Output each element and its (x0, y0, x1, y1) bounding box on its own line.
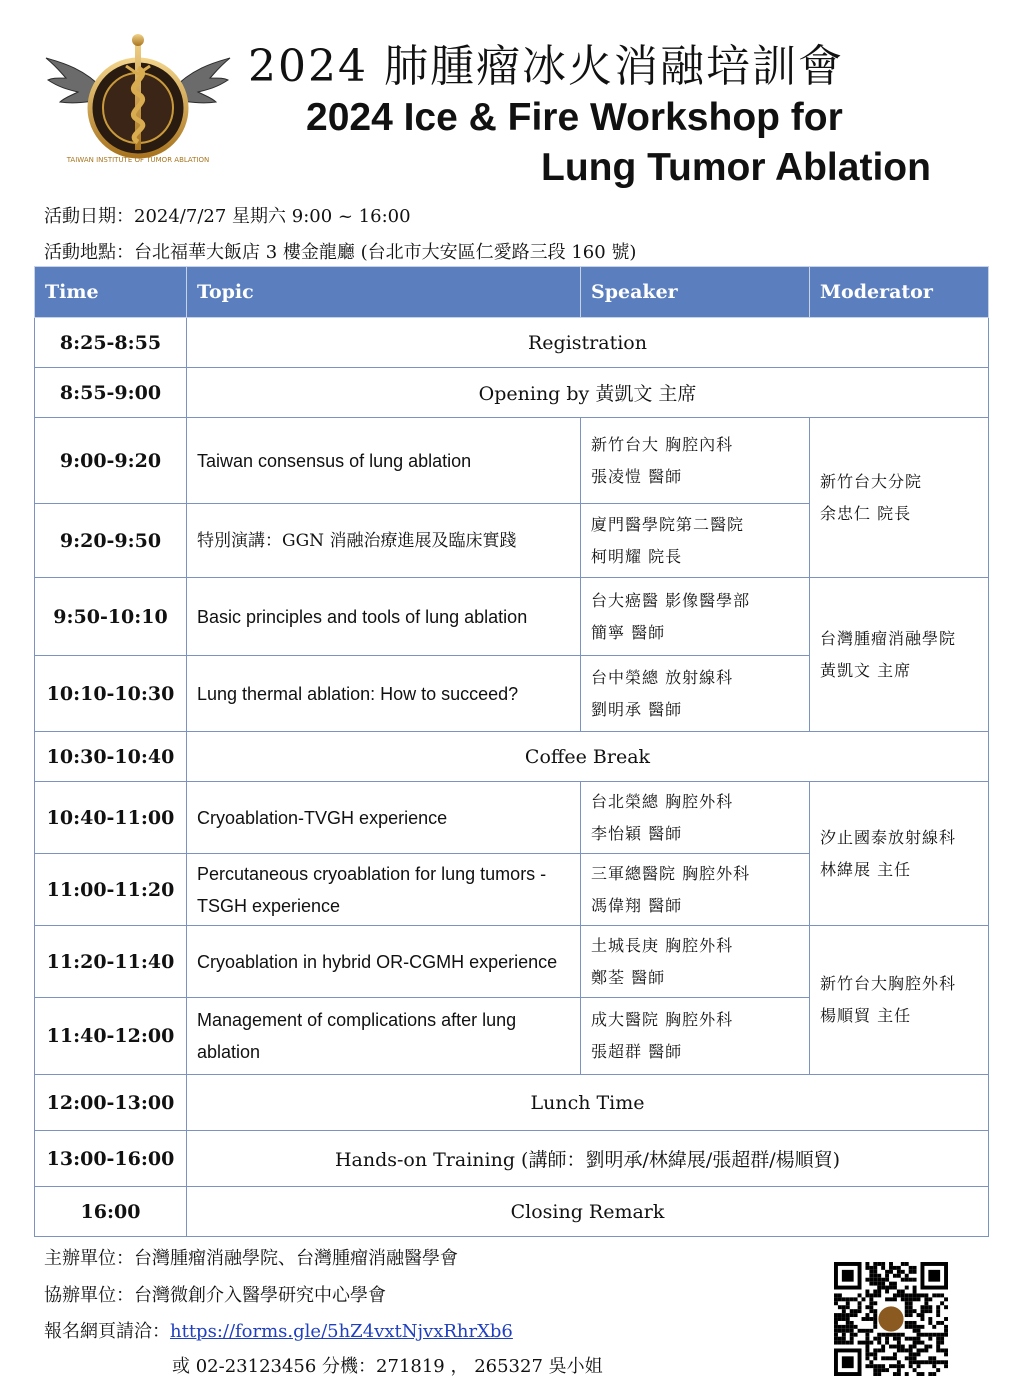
time-cell: 11:20-11:40 (35, 926, 187, 998)
speaker-affiliation: 台大癌醫 影像醫學部 (591, 590, 751, 610)
speaker-cell (581, 998, 810, 1075)
header-moderator: Moderator (810, 267, 989, 318)
moderator-cell (810, 926, 989, 1075)
table-row (35, 782, 989, 854)
table-header-row (35, 267, 989, 318)
speaker-name: 李怡穎 醫師 (591, 823, 683, 843)
time-cell: 8:25-8:55 (35, 318, 187, 368)
time-cell: 16:00 (35, 1187, 187, 1237)
session-cell: Coffee Break (187, 732, 989, 782)
registration (44, 1317, 513, 1343)
session-cell: Hands-on Training (講師：劉明承/林緯展/張超群/楊順貿) (187, 1131, 989, 1187)
topic-cell: 特別演講：GGN 消融治療進展及臨床實踐 (187, 504, 581, 578)
time-cell: 9:50-10:10 (35, 578, 187, 656)
registration-label: 報名網頁請洽： (44, 1321, 170, 1342)
moderator-cell (810, 578, 989, 732)
topic-cell: Management of complications after lung ablation (187, 998, 581, 1075)
topic-cell: Basic principles and tools of lung ablation (187, 578, 581, 656)
header-speaker: Speaker (581, 267, 810, 318)
moderator-cell (810, 418, 989, 578)
speaker-name: 簡寧 醫師 (591, 622, 666, 642)
time-cell: 9:00-9:20 (35, 418, 187, 504)
header-topic: Topic (187, 267, 581, 318)
registration-qr-code[interactable] (834, 1262, 948, 1376)
topic-cell: Taiwan consensus of lung ablation (187, 418, 581, 504)
speaker-cell (581, 504, 810, 578)
speaker-cell (581, 656, 810, 732)
speaker-cell (581, 854, 810, 926)
speaker-cell (581, 418, 810, 504)
time-cell: 9:20-9:50 (35, 504, 187, 578)
topic-cell: Cryoablation in hybrid OR-CGMH experience (187, 926, 581, 998)
table-row (35, 1131, 989, 1187)
speaker-name: 鄭荃 醫師 (591, 967, 666, 987)
speaker-name: 張超群 醫師 (591, 1042, 683, 1061)
topic-cell: Cryoablation-TVGH experience (187, 782, 581, 854)
moderator-affiliation: 汐止國泰放射線科 (820, 827, 957, 847)
time-cell: 10:30-10:40 (35, 732, 187, 782)
event-venue: 活動地點：台北福華大飯店 3 樓金龍廳 (台北市大安區仁愛路三段 160 號) (44, 242, 637, 263)
co-organizer: 協辦單位：台灣微創介入醫學研究中心學會 (44, 1285, 386, 1306)
time-cell: 12:00-13:00 (35, 1075, 187, 1131)
time-cell: 11:00-11:20 (35, 854, 187, 926)
moderator-name: 黃凱文 主席 (820, 660, 912, 680)
speaker-affiliation: 廈門醫學院第二醫院 (591, 514, 745, 534)
session-cell: Closing Remark (187, 1187, 989, 1237)
moderator-name: 林緯展 主任 (820, 859, 912, 879)
title-chinese: 2024 肺腫瘤冰火消融培訓會 (248, 41, 844, 92)
speaker-cell (581, 782, 810, 854)
speaker-name: 劉明承 醫師 (591, 699, 683, 719)
table-row (35, 418, 989, 504)
speaker-affiliation: 台北榮總 胸腔外科 (591, 791, 734, 811)
moderator-affiliation: 台灣腫瘤消融學院 (820, 628, 957, 648)
schedule-table (34, 266, 989, 1237)
header-time: Time (35, 267, 187, 318)
speaker-affiliation: 成大醫院 胸腔外科 (591, 1010, 734, 1029)
speaker-name: 柯明耀 院長 (591, 546, 683, 566)
moderator-affiliation: 新竹台大分院 (820, 471, 923, 491)
time-cell: 10:10-10:30 (35, 656, 187, 732)
organizer: 主辦單位：台灣腫瘤消融學院、台灣腫瘤消融醫學會 (44, 1248, 458, 1269)
table-row (35, 732, 989, 782)
registration-link[interactable]: https://forms.gle/5hZ4vxtNjvxRhrXb6 (170, 1321, 513, 1342)
session-cell: Registration (187, 318, 989, 368)
time-cell: 8:55-9:00 (35, 368, 187, 418)
speaker-cell (581, 926, 810, 998)
speaker-name: 馮偉翔 醫師 (591, 895, 683, 915)
logo-ring-text: TAIWAN INSTITUTE OF TUMOR ABLATION (66, 156, 210, 164)
speaker-affiliation: 土城長庚 胸腔外科 (591, 935, 734, 955)
table-row (35, 926, 989, 998)
table-row (35, 318, 989, 368)
speaker-affiliation: 新竹台大 胸腔內科 (591, 434, 734, 454)
speaker-cell (581, 578, 810, 656)
table-row (35, 1075, 989, 1131)
speaker-affiliation: 台中榮總 放射線科 (591, 667, 734, 687)
title-english-line1: 2024 Ice & Fire Workshop for (306, 96, 843, 139)
moderator-name: 楊順貿 主任 (820, 1006, 912, 1025)
session-cell: Opening by 黃凱文 主席 (187, 368, 989, 418)
speaker-affiliation: 三軍總醫院 胸腔外科 (591, 863, 751, 883)
moderator-name: 余忠仁 院長 (820, 503, 912, 523)
time-cell: 10:40-11:00 (35, 782, 187, 854)
table-row (35, 578, 989, 656)
time-cell: 13:00-16:00 (35, 1131, 187, 1187)
event-date: 活動日期：2024/7/27 星期六 9:00 ~ 16:00 (44, 206, 411, 227)
moderator-affiliation: 新竹台大胸腔外科 (820, 974, 957, 993)
session-cell: Lunch Time (187, 1075, 989, 1131)
topic-cell: Lung thermal ablation: How to succeed? (187, 656, 581, 732)
table-row (35, 368, 989, 418)
speaker-name: 張凌愷 醫師 (591, 466, 683, 486)
moderator-cell (810, 782, 989, 926)
table-row (35, 1187, 989, 1237)
title-english-line2: Lung Tumor Ablation (541, 146, 931, 189)
institute-logo (44, 28, 232, 168)
time-cell: 11:40-12:00 (35, 998, 187, 1075)
contact-phone: 或 02-23123456 分機：271819 ， 265327 吳小姐 (172, 1356, 603, 1377)
topic-cell: Percutaneous cryoablation for lung tumors - TSGH experience (187, 854, 581, 926)
